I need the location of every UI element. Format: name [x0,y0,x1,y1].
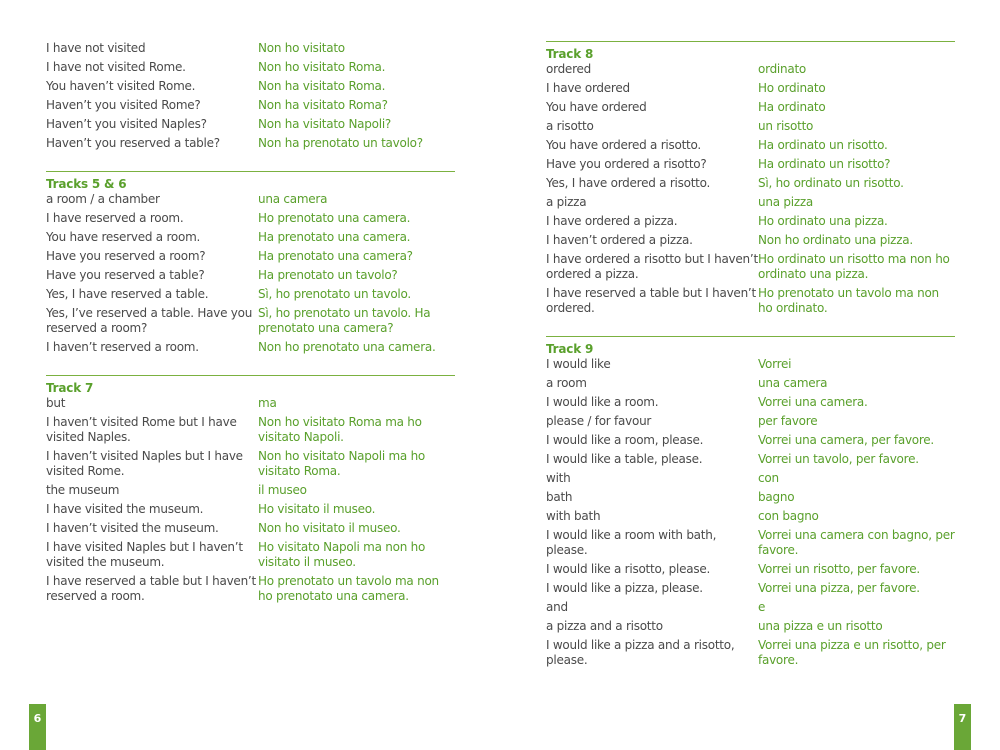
phrase-row [546,100,955,115]
phrase-row [546,376,955,391]
italian-phrase: una camera [258,192,328,206]
italian-phrase: Ha ordinato un risotto. [758,138,888,152]
english-phrase: I have reserved a table but I haven’t ordered. [546,286,756,315]
italian-phrase: Non ho prenotato una camera. [258,340,436,354]
phrase-row [546,562,955,577]
english-phrase: I haven’t visited the museum. [46,521,219,535]
italian-phrase: Ha prenotato una camera? [258,249,413,263]
italian-phrase: Non ho visitato [258,41,345,55]
phrase-row [46,449,455,479]
english-phrase: a room / a chamber [46,192,160,206]
english-phrase: Haven’t you visited Naples? [46,117,207,131]
phrase-row [46,249,455,264]
english-phrase: and [546,600,568,614]
phrase-row [46,483,455,498]
italian-phrase: Ho ordinato [758,81,826,95]
english-phrase: please / for favour [546,414,652,428]
phrase-row [46,41,455,56]
phrase-row [46,521,455,536]
english-phrase: Haven’t you visited Rome? [46,98,201,112]
italian-phrase: Vorrei un risotto, per favore. [758,562,920,576]
italian-phrase: Sì, ho prenotato un tavolo. Ha prenotato una camera? [258,306,431,335]
italian-phrase: Non ha prenotato un tavolo? [258,136,423,150]
phrase-row [46,98,455,113]
english-phrase: I haven’t visited Rome but I have visited Naples. [46,415,237,444]
page-number-label: 7 [958,712,967,725]
phrase-list [546,62,955,316]
italian-phrase: Non ha visitato Roma? [258,98,388,112]
phrase-row [46,117,455,132]
italian-phrase: una pizza e un risotto [758,619,883,633]
right-page [546,41,955,688]
english-phrase: ordered [546,62,591,76]
italian-phrase: il museo [258,483,307,497]
phrase-row [46,396,455,411]
italian-phrase: Ho visitato Napoli ma non ho visitato il museo. [258,540,426,569]
phrase-row [546,581,955,596]
english-phrase: a risotto [546,119,594,133]
italian-phrase: Vorrei una camera. [758,395,868,409]
english-phrase: I haven’t visited Naples but I have visited Rome. [46,449,243,478]
phrase-row [546,357,955,372]
phrase-row [546,619,955,634]
italian-phrase: Ho ordinato un risotto ma non ho ordinato una pizza. [758,252,950,281]
english-phrase: I would like [546,357,611,371]
phrase-row [546,233,955,248]
english-phrase: with bath [546,509,601,523]
phrase-row [546,471,955,486]
phrase-row [546,433,955,448]
english-phrase: Have you reserved a room? [46,249,206,263]
english-phrase: I haven’t ordered a pizza. [546,233,693,247]
phrase-list [46,41,455,151]
page-number-label: 6 [33,712,42,725]
phrase-row [546,62,955,77]
phrase-row [46,306,455,336]
vocab-section [46,41,455,151]
english-phrase: You have ordered [546,100,647,114]
english-phrase: I have visited Naples but I haven’t visited the museum. [46,540,243,569]
phrase-row [546,81,955,96]
english-phrase: I would like a room. [546,395,659,409]
track-heading: Track 8 [546,41,955,62]
english-phrase: I would like a room with bath, please. [546,528,717,557]
english-phrase: I would like a pizza, please. [546,581,703,595]
phrase-row [46,79,455,94]
phrase-row [546,395,955,410]
english-phrase: Have you reserved a table? [46,268,205,282]
italian-phrase: Non ho ordinato una pizza. [758,233,913,247]
english-phrase: I would like a table, please. [546,452,703,466]
english-phrase: I haven’t reserved a room. [46,340,199,354]
italian-phrase: Vorrei una pizza, per favore. [758,581,920,595]
phrase-row [546,176,955,191]
italian-phrase: Non ho visitato il museo. [258,521,401,535]
english-phrase: I have visited the museum. [46,502,204,516]
italian-phrase: con bagno [758,509,819,523]
phrase-row [546,286,955,316]
phrase-row [46,502,455,517]
track-heading: Tracks 5 & 6 [46,171,455,192]
english-phrase: I have not visited [46,41,146,55]
italian-phrase: con [758,471,779,485]
vocab-section [546,336,955,668]
english-phrase: You haven’t visited Rome. [46,79,196,93]
english-phrase: a pizza [546,195,587,209]
italian-phrase: Non ho visitato Napoli ma ho visitato Roma. [258,449,426,478]
italian-phrase: Ha prenotato una camera. [258,230,411,244]
italian-phrase: un risotto [758,119,814,133]
phrase-row [546,509,955,524]
track-heading: Track 7 [46,375,455,396]
phrase-row [546,214,955,229]
phrase-row [546,452,955,467]
left-page [46,41,455,624]
english-phrase: I would like a risotto, please. [546,562,711,576]
english-phrase: I have reserved a table but I haven’t reserved a room. [46,574,256,603]
english-phrase: You have reserved a room. [46,230,201,244]
phrase-row [546,119,955,134]
phrase-row [546,600,955,615]
italian-phrase: bagno [758,490,795,504]
italian-phrase: Vorrei una camera con bagno, per favore. [758,528,955,557]
english-phrase: I would like a pizza and a risotto, please. [546,638,735,667]
italian-phrase: Ho prenotato un tavolo ma non ho prenotato una camera. [258,574,439,603]
english-phrase: Yes, I’ve reserved a table. Have you reserved a room? [46,306,253,335]
italian-phrase: Ha ordinato [758,100,826,114]
phrase-row [46,136,455,151]
phrase-row [546,195,955,210]
italian-phrase: per favore [758,414,818,428]
italian-phrase: Vorrei una pizza e un risotto, per favore. [758,638,946,667]
phrase-row [46,287,455,302]
english-phrase: a room [546,376,587,390]
english-phrase: a pizza and a risotto [546,619,663,633]
english-phrase: the museum [46,483,120,497]
italian-phrase: Ho ordinato una pizza. [758,214,888,228]
italian-phrase: e [758,600,766,614]
english-phrase: bath [546,490,573,504]
italian-phrase: una camera [758,376,828,390]
phrase-row [46,574,455,604]
english-phrase: I have reserved a room. [46,211,184,225]
italian-phrase: Sì, ho ordinato un risotto. [758,176,904,190]
english-phrase: Have you ordered a risotto? [546,157,707,171]
vocab-section [46,171,455,355]
italian-phrase: Vorrei [758,357,792,371]
italian-phrase: Non ha visitato Roma. [258,79,386,93]
english-phrase: Yes, I have ordered a risotto. [546,176,711,190]
page-number-right [954,704,971,750]
phrase-row [46,211,455,226]
phrase-row [46,60,455,75]
phrase-row [546,414,955,429]
vocab-section [546,41,955,316]
phrase-row [546,157,955,172]
italian-phrase: Ho visitato il museo. [258,502,376,516]
phrase-row [46,540,455,570]
italian-phrase: Ha prenotato un tavolo? [258,268,398,282]
phrase-row [546,528,955,558]
italian-phrase: Non ha visitato Napoli? [258,117,392,131]
vocab-section [46,375,455,604]
phrase-row [46,415,455,445]
italian-phrase: Ha ordinato un risotto? [758,157,891,171]
phrase-row [46,230,455,245]
english-phrase: with [546,471,571,485]
italian-phrase: Vorrei un tavolo, per favore. [758,452,919,466]
english-phrase: Yes, I have reserved a table. [46,287,209,301]
phrase-row [46,340,455,355]
english-phrase: I have not visited Rome. [46,60,186,74]
italian-phrase: Ho prenotato una camera. [258,211,411,225]
page-number-left [29,704,46,750]
english-phrase: Haven’t you reserved a table? [46,136,220,150]
italian-phrase: Vorrei una camera, per favore. [758,433,934,447]
english-phrase: I have ordered [546,81,630,95]
italian-phrase: Sì, ho prenotato un tavolo. [258,287,411,301]
phrase-row [46,192,455,207]
phrase-list [46,396,455,604]
phrase-row [546,490,955,505]
phrase-row [546,638,955,668]
english-phrase: I would like a room, please. [546,433,704,447]
italian-phrase: Non ho visitato Roma ma ho visitato Napoli. [258,415,422,444]
english-phrase: I have ordered a risotto but I haven’t ordered a pizza. [546,252,758,281]
english-phrase: but [46,396,66,410]
phrase-row [46,268,455,283]
italian-phrase: ma [258,396,277,410]
phrase-list [46,192,455,355]
italian-phrase: Non ho visitato Roma. [258,60,386,74]
phrase-list [546,357,955,668]
italian-phrase: Ho prenotato un tavolo ma non ho ordinato. [758,286,939,315]
english-phrase: You have ordered a risotto. [546,138,701,152]
italian-phrase: una pizza [758,195,814,209]
phrase-row [546,138,955,153]
phrase-row [546,252,955,282]
italian-phrase: ordinato [758,62,807,76]
english-phrase: I have ordered a pizza. [546,214,678,228]
track-heading: Track 9 [546,336,955,357]
